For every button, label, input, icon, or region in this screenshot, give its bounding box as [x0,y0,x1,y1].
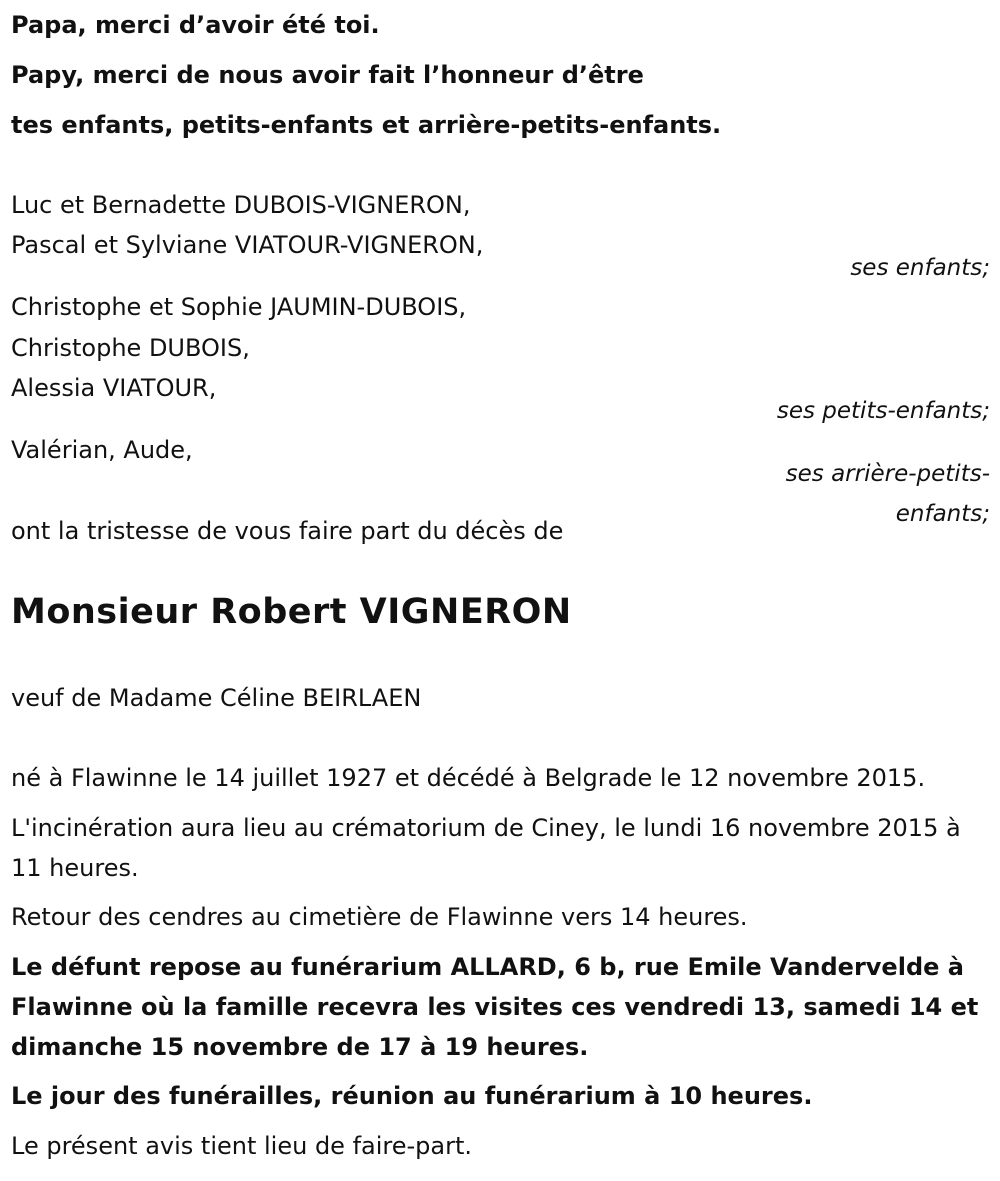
grandchild-name: Christophe et Sophie JAUMIN-DUBOIS, [11,293,467,321]
announcement: ont la tristesse de vous faire part du décès de [11,517,564,545]
birth-death-line: né à Flawinne le 14 juillet 1927 et décédé à Belgrade le 12 novembre 2015. [11,764,926,792]
gathering-line: Le jour des funérailles, réunion au funérarium à 10 heures. [11,1082,813,1110]
grandchild-name: Christophe DUBOIS, [11,334,250,362]
great-grandchild-name: Valérian, Aude, [11,436,193,464]
intro-line-3: tes enfants, petits-enfants et arrière-petits-enfants. [11,111,722,139]
notice-line: Le présent avis tient lieu de faire-part. [11,1132,473,1160]
grandchildren-role: ses petits-enfants; [776,398,990,424]
child-name: Pascal et Sylviane VIATOUR-VIGNERON, [11,231,484,259]
ashes-line: Retour des cendres au cimetière de Flawinne vers 14 heures. [11,903,748,931]
widower-line: veuf de Madame Céline BEIRLAEN [11,684,422,712]
cremation-paragraph: L'incinération aura lieu au crématorium de Ciney, le lundi 16 novembre 2015 à 11 heures. [11,814,961,882]
deceased-name: Monsieur Robert VIGNERON [11,592,572,632]
grandchild-name: Alessia VIATOUR, [11,374,217,402]
intro-line-2: Papy, merci de nous avoir fait l’honneur d’être [11,61,644,89]
great-grandchildren-role-line-2: enfants; [895,501,990,527]
children-role: ses enfants; [850,255,990,281]
child-name: Luc et Bernadette DUBOIS-VIGNERON, [11,191,471,219]
rest-paragraph: Le défunt repose au funérarium ALLARD, 6 b, rue Emile Vandervelde à Flawinne où la famille recevra les visites ces vendredi 13, samedi 14 et dimanche 15 novembre de 17 à 19 heures. [11,953,979,1061]
great-grandchildren-role-line-1: ses arrière-petits- [785,461,990,487]
intro-line-1: Papa, merci d’avoir été toi. [11,11,380,39]
